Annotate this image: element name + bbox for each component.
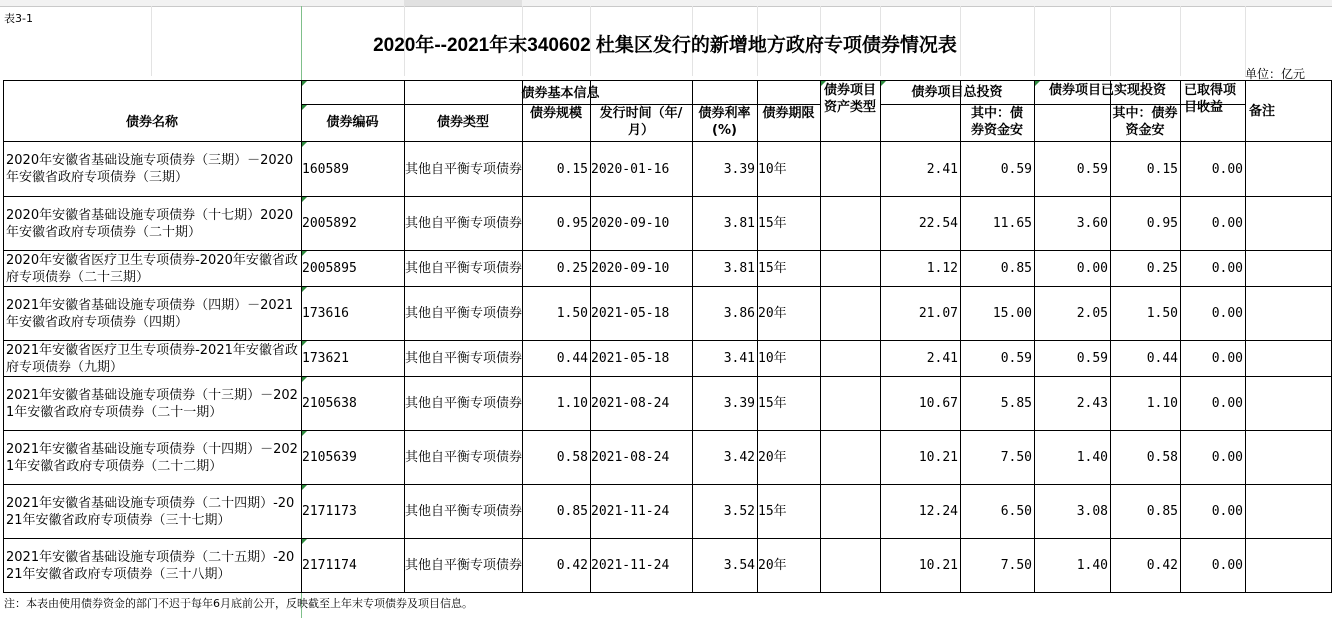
bond-code-text: 2105639: [302, 450, 357, 465]
bond-name-text: 2021年安徽省基础设施专项债券（十四期）－2021年安徽省政府专项债券（二十二期）: [6, 441, 298, 474]
total-invest-sub-text: 0.59: [1000, 161, 1032, 177]
realized-sub-text: 0.58: [1146, 450, 1178, 465]
term-cell[interactable]: [758, 197, 820, 250]
total-invest-text: 21.07: [918, 306, 958, 321]
comment-indicator: [302, 251, 307, 256]
total-invest-cell[interactable]: [881, 485, 960, 538]
term-text: 20年: [758, 450, 787, 465]
table-number: 表3-1: [4, 12, 33, 25]
rate-cell[interactable]: [693, 251, 757, 286]
total-invest-sub-text: 0.59: [1000, 351, 1032, 366]
total-invest-text: 2.41: [926, 351, 958, 366]
term-cell[interactable]: [758, 341, 820, 376]
bond-code-text: 2005895: [302, 261, 357, 276]
rate-text: 3.42: [723, 450, 755, 465]
rate-cell[interactable]: [693, 142, 757, 196]
bond-scale-text: 0.58: [556, 450, 588, 465]
realized-sub-text: 1.10: [1146, 396, 1178, 411]
asset-type-cell[interactable]: [821, 251, 880, 286]
bond-scale-cell[interactable]: [523, 341, 590, 376]
header-term: 债券期限: [762, 106, 815, 121]
bond-type-cell[interactable]: [405, 251, 522, 286]
comment-indicator: [302, 105, 307, 110]
term-cell[interactable]: [758, 539, 820, 592]
income-cell[interactable]: [1181, 251, 1245, 286]
total-invest-sub-cell[interactable]: [961, 431, 1034, 484]
issue-date-cell[interactable]: [591, 431, 692, 484]
bond-type-text: 其他自平衡专项债券: [405, 161, 522, 177]
bond-code-text: 2171173: [302, 504, 357, 519]
bond-scale-text: 1.50: [556, 306, 588, 321]
income-text: 0.00: [1211, 351, 1243, 366]
bond-code-text: 2005892: [302, 216, 357, 231]
income-text: 0.00: [1211, 261, 1243, 276]
comment-indicator: [302, 539, 307, 544]
remark-cell[interactable]: [1246, 539, 1331, 592]
income-text: 0.00: [1211, 450, 1243, 465]
bond-name-text: 2020年安徽省基础设施专项债券（三期）－2020年安徽省政府专项债券（三期）: [6, 153, 294, 185]
issue-date-text: 2021-05-18: [591, 351, 670, 366]
term-text: 15年: [758, 396, 787, 411]
header-asset-type: 债券项目资产类型: [824, 83, 877, 115]
total-invest-text: 10.21: [918, 450, 958, 465]
comment-indicator: [302, 287, 307, 292]
header-type: 债券类型: [436, 115, 489, 130]
realized-text: 1.40: [1076, 450, 1108, 465]
realized-text: 3.60: [1076, 216, 1108, 231]
term-text: 10年: [758, 161, 787, 177]
income-cell[interactable]: [1181, 485, 1245, 538]
term-text: 20年: [758, 306, 787, 321]
income-text: 0.00: [1211, 306, 1243, 321]
header-issue-time: 发行时间（年/月）: [599, 106, 683, 138]
rate-cell[interactable]: [693, 377, 757, 430]
bond-name-cell[interactable]: [4, 377, 301, 430]
rate-text: 3.86: [723, 306, 755, 321]
realized-sub-cell[interactable]: [1111, 197, 1180, 250]
realized-sub-cell[interactable]: [1111, 485, 1180, 538]
realized-cell[interactable]: [1035, 431, 1110, 484]
total-invest-sub-text: 0.85: [1000, 261, 1032, 276]
income-cell[interactable]: [1181, 431, 1245, 484]
realized-sub-cell[interactable]: [1111, 287, 1180, 340]
bond-scale-cell[interactable]: [523, 539, 590, 592]
term-text: 20年: [758, 558, 787, 573]
bond-code-text: 2171174: [302, 558, 357, 573]
total-invest-cell[interactable]: [881, 341, 960, 376]
bond-scale-cell[interactable]: [523, 431, 590, 484]
total-invest-sub-text: 15.00: [992, 306, 1032, 321]
realized-sub-text: 0.15: [1146, 161, 1178, 177]
bond-scale-text: 0.85: [556, 504, 588, 519]
bond-code-cell[interactable]: [302, 287, 404, 340]
asset-type-cell[interactable]: [821, 287, 880, 340]
bond-name-cell[interactable]: [4, 341, 301, 376]
total-invest-sub-cell[interactable]: [961, 251, 1034, 286]
bond-name-cell[interactable]: [4, 431, 301, 484]
realized-text: 1.40: [1076, 558, 1108, 573]
term-cell[interactable]: [758, 485, 820, 538]
term-cell[interactable]: [758, 287, 820, 340]
bond-code-cell[interactable]: [302, 142, 404, 196]
issue-date-text: 2021-05-18: [591, 306, 670, 321]
total-invest-sub-text: 5.85: [1000, 396, 1032, 411]
income-cell[interactable]: [1181, 287, 1245, 340]
issue-date-text: 2021-11-24: [591, 558, 670, 573]
comment-indicator: [821, 81, 826, 86]
bond-name-cell[interactable]: [4, 197, 301, 250]
rate-text: 3.81: [723, 216, 755, 231]
term-cell[interactable]: [758, 377, 820, 430]
realized-cell[interactable]: [1035, 377, 1110, 430]
gridline-v: [1180, 6, 1181, 76]
realized-text: 2.43: [1076, 396, 1108, 411]
comment-indicator: [881, 81, 886, 86]
bond-type-cell[interactable]: [405, 142, 522, 196]
bond-name-text: 2021年安徽省基础设施专项债券（二十四期）-2021年安徽省政府专项债券（三十七期）: [6, 495, 295, 528]
comment-indicator: [302, 81, 307, 86]
remark-cell[interactable]: [1246, 341, 1331, 376]
table-border-h: [3, 592, 1332, 593]
bond-name-cell[interactable]: [4, 287, 301, 340]
bond-scale-text: 0.44: [556, 351, 588, 366]
realized-text: 0.59: [1076, 161, 1108, 177]
income-text: 0.00: [1211, 558, 1243, 573]
realized-text: 0.00: [1076, 261, 1108, 276]
realized-cell[interactable]: [1035, 539, 1110, 592]
term-cell[interactable]: [758, 142, 820, 196]
realized-cell[interactable]: [1035, 485, 1110, 538]
issue-date-text: 2021-08-24: [591, 450, 670, 465]
total-invest-sub-text: 7.50: [1000, 558, 1032, 573]
remark-cell[interactable]: [1246, 485, 1331, 538]
issue-date-cell[interactable]: [591, 485, 692, 538]
total-invest-sub-cell[interactable]: [961, 485, 1034, 538]
bond-type-text: 其他自平衡专项债券: [405, 450, 522, 465]
realized-sub-cell[interactable]: [1111, 539, 1180, 592]
total-invest-cell[interactable]: [881, 287, 960, 340]
rate-cell[interactable]: [693, 431, 757, 484]
realized-sub-text: 1.50: [1146, 306, 1178, 321]
bond-scale-cell[interactable]: [523, 485, 590, 538]
term-cell[interactable]: [758, 251, 820, 286]
bond-name-text: 2021年安徽省基础设施专项债券（二十五期）-2021年安徽省政府专项债券（三十八期）: [6, 549, 295, 582]
total-invest-text: 10.67: [918, 396, 958, 411]
header-bond-name: 债券名称: [125, 115, 178, 130]
total-invest-cell[interactable]: [881, 377, 960, 430]
comment-indicator: [302, 485, 307, 490]
asset-type-cell[interactable]: [821, 197, 880, 250]
unit-label: 单位：亿元: [1245, 67, 1306, 81]
bond-scale-text: 0.25: [556, 261, 588, 276]
bond-scale-cell[interactable]: [523, 287, 590, 340]
rate-text: 3.39: [723, 396, 755, 411]
bond-scale-text: 0.15: [556, 161, 588, 177]
bond-code-text: 2105638: [302, 396, 357, 411]
realized-sub-cell[interactable]: [1111, 341, 1180, 376]
comment-indicator: [302, 431, 307, 436]
realized-text: 0.59: [1076, 351, 1108, 366]
rate-cell[interactable]: [693, 341, 757, 376]
bond-code-text: 173621: [302, 351, 349, 366]
remark-cell[interactable]: [1246, 251, 1331, 286]
bond-scale-cell[interactable]: [523, 142, 590, 196]
remark-cell[interactable]: [1246, 431, 1331, 484]
issue-date-text: 2021-08-24: [591, 396, 670, 411]
total-invest-sub-cell[interactable]: [961, 197, 1034, 250]
comment-indicator: [302, 197, 307, 202]
bond-type-cell[interactable]: [405, 341, 522, 376]
bond-name-text: 2020年安徽省基础设施专项债券（十七期）2020年安徽省政府专项债券（二十期）: [6, 207, 294, 240]
header-code: 债券编码: [326, 115, 379, 130]
table-border-h: [3, 80, 1332, 81]
header-total-invest: 债券项目总投资: [911, 85, 1003, 100]
realized-sub-text: 0.95: [1146, 216, 1178, 231]
gridline-v: [151, 6, 152, 76]
header-income: 已取得项目收益: [1184, 83, 1237, 115]
rate-text: 3.52: [723, 504, 755, 519]
bond-name-cell[interactable]: [4, 539, 301, 592]
bond-scale-text: 0.95: [556, 216, 588, 231]
bond-type-cell[interactable]: [405, 431, 522, 484]
sheet-title: 2020年--2021年末340602 杜集区发行的新增地方政府专项债券情况表: [373, 35, 957, 56]
bond-code-cell[interactable]: [302, 431, 404, 484]
total-invest-text: 22.54: [918, 216, 958, 231]
income-cell[interactable]: [1181, 539, 1245, 592]
income-cell[interactable]: [1181, 197, 1245, 250]
issue-date-text: 2020-09-10: [591, 216, 670, 231]
bond-code-text: 160589: [302, 161, 349, 177]
issue-date-cell[interactable]: [591, 341, 692, 376]
rate-cell[interactable]: [693, 485, 757, 538]
total-invest-text: 2.41: [926, 161, 958, 177]
term-text: 10年: [758, 351, 787, 366]
total-invest-cell[interactable]: [881, 197, 960, 250]
bond-name-text: 2020年安徽省医疗卫生专项债券-2020年安徽省政府专项债券（二十三期）: [6, 252, 298, 285]
bond-type-text: 其他自平衡专项债券: [405, 504, 522, 519]
total-invest-cell[interactable]: [881, 142, 960, 196]
realized-cell[interactable]: [1035, 287, 1110, 340]
bond-type-text: 其他自平衡专项债券: [405, 351, 522, 366]
total-invest-sub-cell[interactable]: [961, 142, 1034, 196]
issue-date-cell[interactable]: [591, 539, 692, 592]
header-realized: 债券项目已实现投资: [1048, 83, 1166, 98]
asset-type-cell[interactable]: [821, 539, 880, 592]
bond-code-cell[interactable]: [302, 485, 404, 538]
comment-indicator: [302, 341, 307, 346]
term-text: 15年: [758, 261, 787, 276]
bond-code-cell[interactable]: [302, 377, 404, 430]
bond-name-cell[interactable]: [4, 485, 301, 538]
income-cell[interactable]: [1181, 142, 1245, 196]
term-text: 15年: [758, 216, 787, 231]
header-basic-info: 债券基本信息: [521, 86, 600, 101]
bond-type-text: 其他自平衡专项债券: [405, 261, 522, 276]
remark-cell[interactable]: [1246, 142, 1331, 196]
header-remark: 备注: [1249, 104, 1276, 119]
total-invest-sub-text: 7.50: [1000, 450, 1032, 465]
issue-date-cell[interactable]: [591, 377, 692, 430]
bond-type-cell[interactable]: [405, 485, 522, 538]
bond-code-cell[interactable]: [302, 197, 404, 250]
bond-scale-cell[interactable]: [523, 251, 590, 286]
bond-name-cell[interactable]: [4, 142, 301, 196]
issue-date-cell[interactable]: [591, 251, 692, 286]
bond-type-cell[interactable]: [405, 287, 522, 340]
realized-sub-text: 0.25: [1146, 261, 1178, 276]
realized-sub-cell[interactable]: [1111, 377, 1180, 430]
bond-code-text: 173616: [302, 306, 349, 321]
gridline-v: [1034, 6, 1035, 76]
rate-cell[interactable]: [693, 197, 757, 250]
rate-text: 3.81: [723, 261, 755, 276]
issue-date-cell[interactable]: [591, 142, 692, 196]
bond-name-text: 2021年安徽省基础设施专项债券（四期）－2021年安徽省政府专项债券（四期）: [6, 297, 294, 330]
realized-cell[interactable]: [1035, 197, 1110, 250]
header-rate: 债券利率(%): [698, 106, 751, 138]
comment-indicator: [302, 377, 307, 382]
total-invest-sub-cell[interactable]: [961, 539, 1034, 592]
header-realized-sub: 其中：债券资金安: [1112, 106, 1178, 138]
bond-code-cell[interactable]: [302, 251, 404, 286]
remark-cell[interactable]: [1246, 287, 1331, 340]
realized-text: 2.05: [1076, 306, 1108, 321]
total-invest-cell[interactable]: [881, 539, 960, 592]
header-scale: 债券规模: [529, 106, 582, 121]
bond-code-cell[interactable]: [302, 341, 404, 376]
bond-type-text: 其他自平衡专项债券: [405, 306, 522, 321]
bond-scale-text: 0.42: [556, 558, 588, 573]
income-cell[interactable]: [1181, 377, 1245, 430]
term-text: 15年: [758, 504, 787, 519]
income-cell[interactable]: [1181, 341, 1245, 376]
term-cell[interactable]: [758, 431, 820, 484]
realized-sub-text: 0.85: [1146, 504, 1178, 519]
total-invest-text: 10.21: [918, 558, 958, 573]
comment-indicator: [302, 142, 307, 147]
total-invest-sub-cell[interactable]: [961, 287, 1034, 340]
bond-scale-cell[interactable]: [523, 197, 590, 250]
total-invest-sub-cell[interactable]: [961, 341, 1034, 376]
asset-type-cell[interactable]: [821, 142, 880, 196]
asset-type-cell[interactable]: [821, 341, 880, 376]
rate-text: 3.39: [723, 161, 755, 177]
bond-name-text: 2021年安徽省基础设施专项债券（十三期）－2021年安徽省政府专项债券（二十一期）: [6, 387, 298, 420]
rate-cell[interactable]: [693, 287, 757, 340]
bond-type-cell[interactable]: [405, 377, 522, 430]
issue-date-cell[interactable]: [591, 197, 692, 250]
remark-cell[interactable]: [1246, 377, 1331, 430]
realized-sub-cell[interactable]: [1111, 251, 1180, 286]
total-invest-text: 12.24: [918, 504, 958, 519]
bond-type-text: 其他自平衡专项债券: [405, 558, 522, 573]
total-invest-cell[interactable]: [881, 251, 960, 286]
rate-cell[interactable]: [693, 539, 757, 592]
realized-cell[interactable]: [1035, 341, 1110, 376]
bond-scale-cell[interactable]: [523, 377, 590, 430]
income-text: 0.00: [1211, 161, 1243, 177]
income-text: 0.00: [1211, 396, 1243, 411]
bond-scale-text: 1.10: [556, 396, 588, 411]
asset-type-cell[interactable]: [821, 485, 880, 538]
remark-cell[interactable]: [1246, 197, 1331, 250]
header-total-invest-sub: 其中：债券资金安: [970, 106, 1023, 138]
realized-sub-text: 0.42: [1146, 558, 1178, 573]
bond-code-cell[interactable]: [302, 539, 404, 592]
realized-cell[interactable]: [1035, 251, 1110, 286]
bond-name-cell[interactable]: [4, 251, 301, 286]
bond-type-cell[interactable]: [405, 197, 522, 250]
realized-text: 3.08: [1076, 504, 1108, 519]
gridline-v: [1110, 6, 1111, 76]
bond-type-text: 其他自平衡专项债券: [405, 216, 522, 231]
bond-type-text: 其他自平衡专项债券: [405, 396, 522, 411]
rate-text: 3.41: [723, 351, 755, 366]
asset-type-cell[interactable]: [821, 431, 880, 484]
total-invest-text: 1.12: [926, 261, 958, 276]
issue-date-cell[interactable]: [591, 287, 692, 340]
issue-date-text: 2020-09-10: [591, 261, 670, 276]
realized-sub-cell[interactable]: [1111, 142, 1180, 196]
bond-name-text: 2021年安徽省医疗卫生专项债券-2021年安徽省政府专项债券（九期）: [6, 342, 298, 375]
total-invest-sub-text: 11.65: [992, 216, 1032, 231]
total-invest-sub-cell[interactable]: [961, 377, 1034, 430]
realized-cell[interactable]: [1035, 142, 1110, 196]
total-invest-sub-text: 6.50: [1000, 504, 1032, 519]
bond-type-cell[interactable]: [405, 539, 522, 592]
total-invest-cell[interactable]: [881, 431, 960, 484]
asset-type-cell[interactable]: [821, 377, 880, 430]
realized-sub-cell[interactable]: [1111, 431, 1180, 484]
income-text: 0.00: [1211, 216, 1243, 231]
rate-text: 3.54: [723, 558, 755, 573]
issue-date-text: 2021-11-24: [591, 504, 670, 519]
footnote: 注：本表由使用债券资金的部门不迟于每年6月底前公开，反映截至上年末专项债券及项目信息。: [4, 597, 473, 610]
issue-date-text: 2020-01-16: [591, 161, 670, 177]
realized-sub-text: 0.44: [1146, 351, 1178, 366]
comment-indicator: [1035, 81, 1040, 86]
income-text: 0.00: [1211, 504, 1243, 519]
